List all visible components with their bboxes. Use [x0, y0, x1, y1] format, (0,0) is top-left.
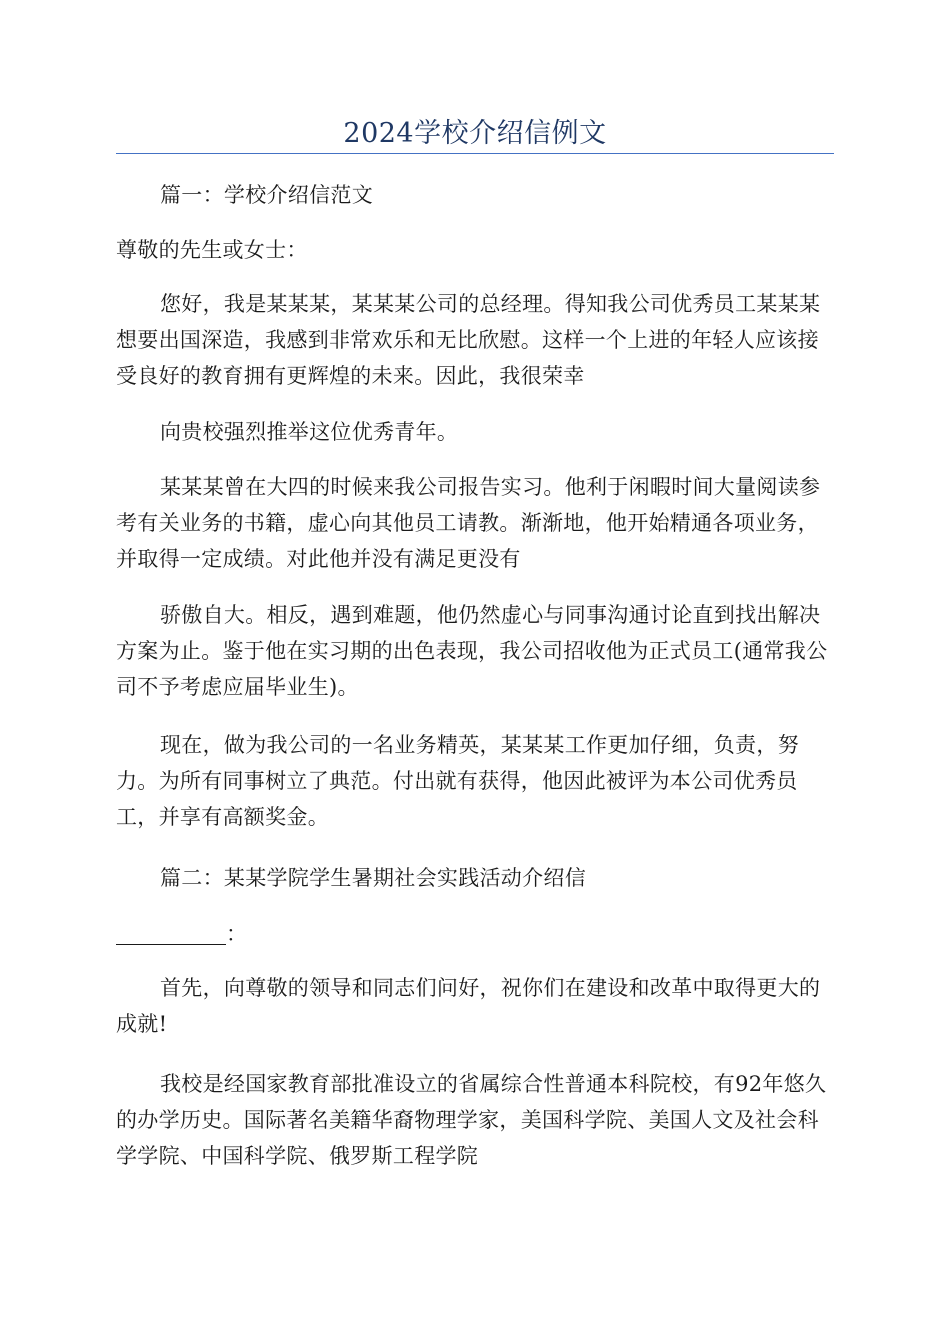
body-paragraph-6: 首先，向尊敬的领导和同志们问好，祝你们在建设和改革中取得更大的成就!	[116, 976, 821, 1036]
section-heading-2: 篇二：某某学院学生暑期社会实践活动介绍信	[160, 866, 586, 890]
body-paragraph-3: 某某某曾在大四的时候来我公司报告实习。他利于闲暇时间大量阅读参考有关业务的书籍，虚心向其他员工请教。渐渐地，他开始精通各项业务，并取得一定成绩。对此他并没有满足更没有	[116, 475, 821, 571]
addressee-colon: ：	[226, 922, 248, 946]
body-paragraph-1: 您好，我是某某某，某某某公司的总经理。得知我公司优秀员工某某某想要出国深造，我感到非常欢乐和无比欣慰。这样一个上进的年轻人应该接受良好的教育拥有更辉煌的未来。因此，我很荣幸	[116, 292, 821, 388]
addressee-line	[116, 916, 834, 952]
body-paragraph-5: 现在，做为我公司的一名业务精英，某某某工作更加仔细，负责，努力。为所有同事树立了典范。付出就有获得，他因此被评为本公司优秀员工，并享有高额奖金。	[116, 733, 799, 829]
body-paragraph-7: 我校是经国家教育部批准设立的省属综合性普通本科院校，有92年悠久的办学历史。国际著名美籍华裔物理学家，美国科学院、美国人文及社会科学学院、中国科学院、俄罗斯工程学院	[116, 1072, 827, 1168]
salutation: 尊敬的先生或女士：	[116, 238, 308, 262]
document-title: 2024学校介绍信例文	[343, 118, 607, 149]
section-heading-1: 篇一：学校介绍信范文	[160, 183, 373, 207]
body-paragraph-2: 向贵校强烈推举这位优秀青年。	[160, 420, 459, 444]
body-paragraph-4: 骄傲自大。相反，遇到难题，他仍然虚心与同事沟通讨论直到找出解决方案为止。鉴于他在实习期的出色表现，我公司招收他为正式员工(通常我公司不予考虑应届毕业生)。	[116, 603, 828, 699]
title-underline	[116, 153, 834, 154]
blank-fill-line	[116, 922, 226, 945]
